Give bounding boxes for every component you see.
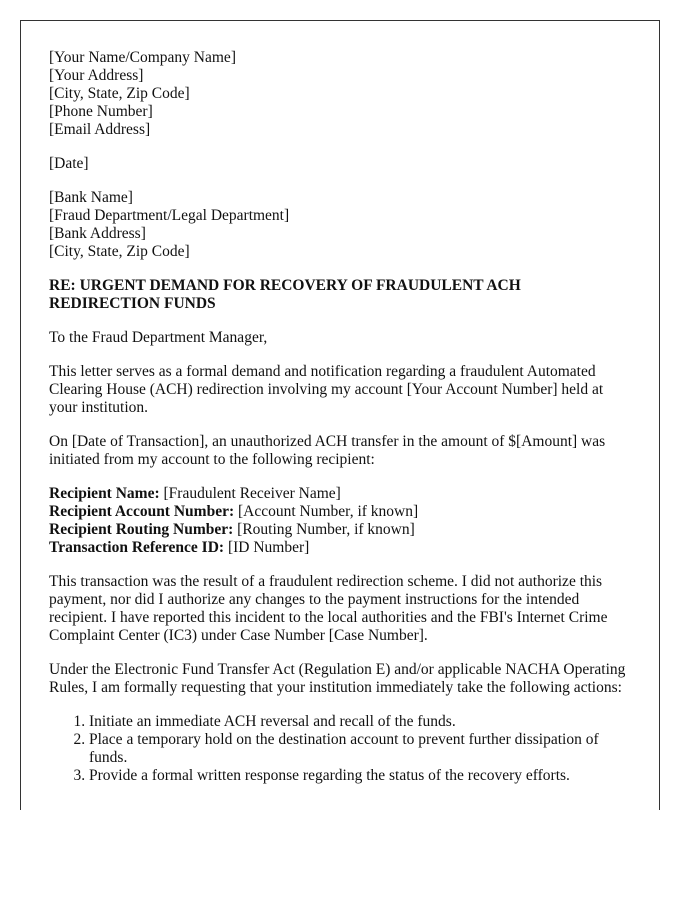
action-item: 1. Initiate an immediate ACH reversal and recall of the funds. (89, 713, 631, 731)
bank-department: [Fraud Department/Legal Department] (49, 207, 290, 224)
transaction-details (49, 485, 631, 557)
detail-transaction-reference (49, 539, 631, 557)
actions-list (49, 713, 631, 785)
bank-name: [Bank Name] (49, 189, 133, 206)
salutation: To the Fraud Department Manager, (49, 329, 268, 346)
transaction-paragraph: On [Date of Transaction], an unauthorized ACH transfer in the amount of $[Amount] was initiated from my account to the following recipient: (49, 433, 606, 468)
detail-value: [Account Number, if known] (234, 503, 419, 520)
detail-recipient-name (49, 485, 631, 503)
bank-city-state-zip: [City, State, Zip Code] (49, 243, 190, 260)
intro-paragraph: This letter serves as a formal demand and notification regarding a fraudulent Automated Clearing House (ACH) redirection involving my account [Your Account Number] held at your institution. (49, 363, 604, 416)
detail-value: [ID Number] (224, 539, 310, 556)
sender-address-block (49, 49, 631, 139)
detail-value: [Fraudulent Receiver Name] (159, 485, 341, 502)
subject-line: RE: URGENT DEMAND FOR RECOVERY OF FRAUDULENT ACH REDIRECTION FUNDS (49, 277, 521, 312)
action-item: 3. Provide a formal written response regarding the status of the recovery efforts. (89, 767, 631, 785)
request-paragraph: Under the Electronic Fund Transfer Act (Regulation E) and/or applicable NACHA Operating Rules, I am formally requesting that your institution immediately take the following actions: (49, 661, 626, 696)
detail-label: Transaction Reference ID: (49, 539, 225, 556)
detail-label: Recipient Account Number: (49, 503, 235, 520)
detail-label: Recipient Routing Number: (49, 521, 234, 538)
scheme-paragraph: This transaction was the result of a fraudulent redirection scheme. I did not authorize this payment, nor did I authorize any changes to the payment instructions for the intended recipient. I have reported this incident to the local authorities and the FBI's Internet Crime Complaint Center (IC3) under Case Number [Case Number]. (49, 573, 608, 644)
sender-email: [Email Address] (49, 121, 151, 138)
sender-phone: [Phone Number] (49, 103, 153, 120)
sender-city-state-zip: [City, State, Zip Code] (49, 85, 190, 102)
action-item: 2. Place a temporary hold on the destination account to prevent further dissipation of funds. (89, 731, 631, 767)
bank-address: [Bank Address] (49, 225, 146, 242)
detail-recipient-routing (49, 521, 631, 539)
detail-label: Recipient Name: (49, 485, 160, 502)
date-line: [Date] (49, 155, 89, 172)
letter-page (20, 20, 660, 810)
sender-name: [Your Name/Company Name] (49, 49, 236, 66)
detail-recipient-account (49, 503, 631, 521)
sender-address: [Your Address] (49, 67, 144, 84)
recipient-address-block (49, 189, 631, 261)
detail-value: [Routing Number, if known] (233, 521, 415, 538)
